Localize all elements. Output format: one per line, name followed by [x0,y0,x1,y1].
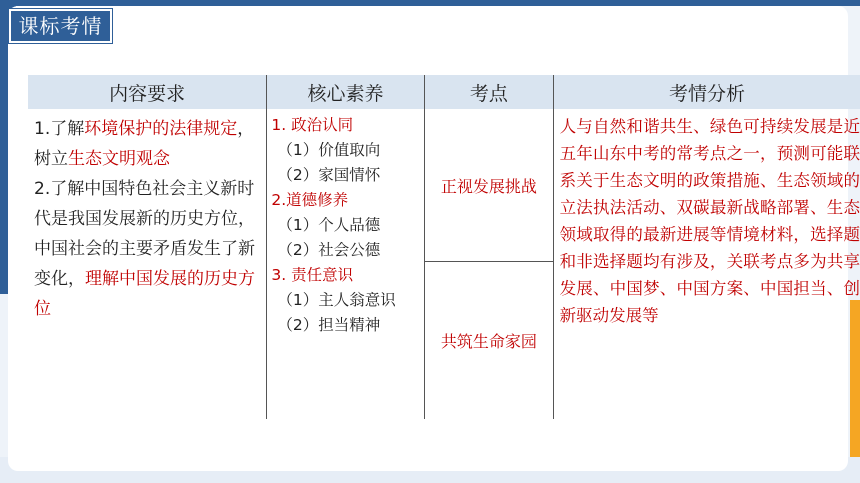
requirements-text [28,109,266,324]
core-literacy-list [267,109,424,338]
core-literacy-cell [267,109,424,419]
header-exam-analysis: 考情分析 [554,75,860,109]
requirement-seg-highlight: 环境保护的法律规定 [84,119,238,139]
core-literacy-subitem: （1）价值取向 [277,141,381,159]
header-content-requirements: 内容要求 [28,75,267,109]
core-literacy-item: 2.道德修养 [271,191,349,209]
table-row [28,109,860,419]
core-literacy-item: 1. 政治认同 [271,116,354,134]
requirement-seg: ，树立 [34,119,255,169]
exam-point-1: 正视发展挑战 [425,109,552,262]
core-literacy-subitem: （2）社会公德 [277,241,381,259]
exam-analysis-cell [554,109,860,419]
exam-analysis-text: 人与自然和谐共生、绿色可持续发展是近五年山东中考的常考点之一，预测可能联系关于生态文明的政策措施、生态领域的立法执法活动、双碳最新战略部署、生态领域取得的最新进展等情境材料，选择题和非选择题均有涉及，关联考点多为共享发展、中国梦、中国方案、中国担当、创新驱动发展等 [559,117,860,325]
exam-point-2: 共筑生命家园 [440,332,537,351]
core-literacy-subitem: （2）担当精神 [277,316,381,334]
exam-points-box [424,109,553,419]
requirements-cell [28,109,267,419]
requirement-seg: 1.了解 [34,119,85,139]
requirements-table [28,75,860,419]
core-literacy-item: 3. 责任意识 [271,266,354,284]
requirement-seg: 2.了解中国特色社会主义新时代是我国发展新的历史方位，中国社会的主要矛盾发生了新变化， [34,179,255,289]
slide-title: 课标考情 [9,9,112,43]
header-exam-points: 考点 [424,75,553,109]
requirement-seg-highlight: 生态文明观念 [68,149,170,169]
table-header-row [28,75,860,109]
core-literacy-subitem: （1）主人翁意识 [277,291,396,309]
core-literacy-subitem: （2）家国情怀 [277,166,381,184]
core-literacy-subitem: （1）个人品德 [277,216,381,234]
exam-points-cell [424,109,553,419]
header-core-literacy: 核心素养 [267,75,424,109]
requirement-seg-highlight: 理解中国发展的历史方位 [34,269,255,319]
